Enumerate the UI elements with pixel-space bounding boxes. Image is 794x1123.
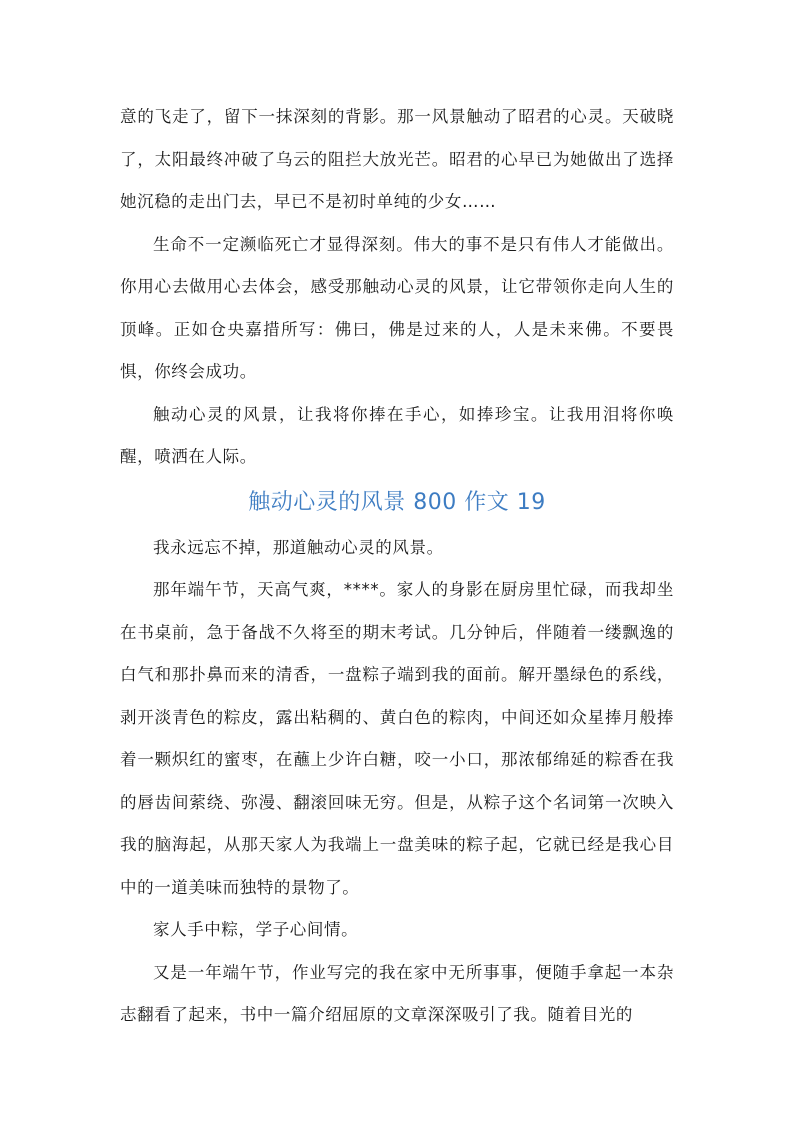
paragraph-7: 又是一年端午节，作业写完的我在家中无所事事，便随手拿起一本杂志翻看了起来，书中一篇介绍屈原的文章深深吸引了我。随着目光的	[120, 962, 674, 1024]
paragraph-6: 家人手中粽，学子心间情。	[153, 920, 359, 939]
paragraph-3: 触动心灵的风景，让我将你捧在手心，如捧珍宝。让我用泪将你唤醒，喷洒在人际。	[120, 404, 674, 466]
paragraph-2: 生命不一定濒临死亡才显得深刻。伟大的事不是只有伟人才能做出。你用心去做用心去体会，感受那触动心灵的风景，让它带领你走向人生的顶峰。正如仓央嘉措所写：佛曰，佛是过来的人，人是未来佛。不要畏惧，你终会成功。	[120, 234, 674, 381]
paragraph-5: 那年端午节，天高气爽，****。家人的身影在厨房里忙碌，而我却坐在书桌前，急于备战不久将至的期末考试。几分钟后，伴随着一缕飘逸的白气和那扑鼻而来的清香，一盘粽子端到我的面前。解开墨绿色的系线，剥开淡青色的粽皮，露出粘稠的、黄白色的粽肉，中间还如众星捧月般捧着一颗炽红的蜜枣，在蘸上少许白糖，咬一小口，那浓郁绵延的粽香在我的唇齿间萦绕、弥漫、翻滚回味无穷。但是，从粽子这个名词第一次映入我的脑海起，从那天家人为我端上一盘美味的粽子起，它就已经是我心目中的一道美味而独特的景物了。	[120, 580, 674, 897]
paragraph-1: 意的飞走了，留下一抹深刻的背影。那一风景触动了昭君的心灵。天破晓了，太阳最终冲破了乌云的阻拦大放光芒。昭君的心早已为她做出了选择她沉稳的走出门去，早已不是初时单纯的少女……	[120, 107, 674, 211]
document-page	[120, 96, 674, 1037]
section-heading: 触动心灵的风景 800 作文 19	[248, 489, 546, 515]
paragraph-4: 我永远忘不掉，那道触动心灵的风景。	[153, 537, 444, 557]
